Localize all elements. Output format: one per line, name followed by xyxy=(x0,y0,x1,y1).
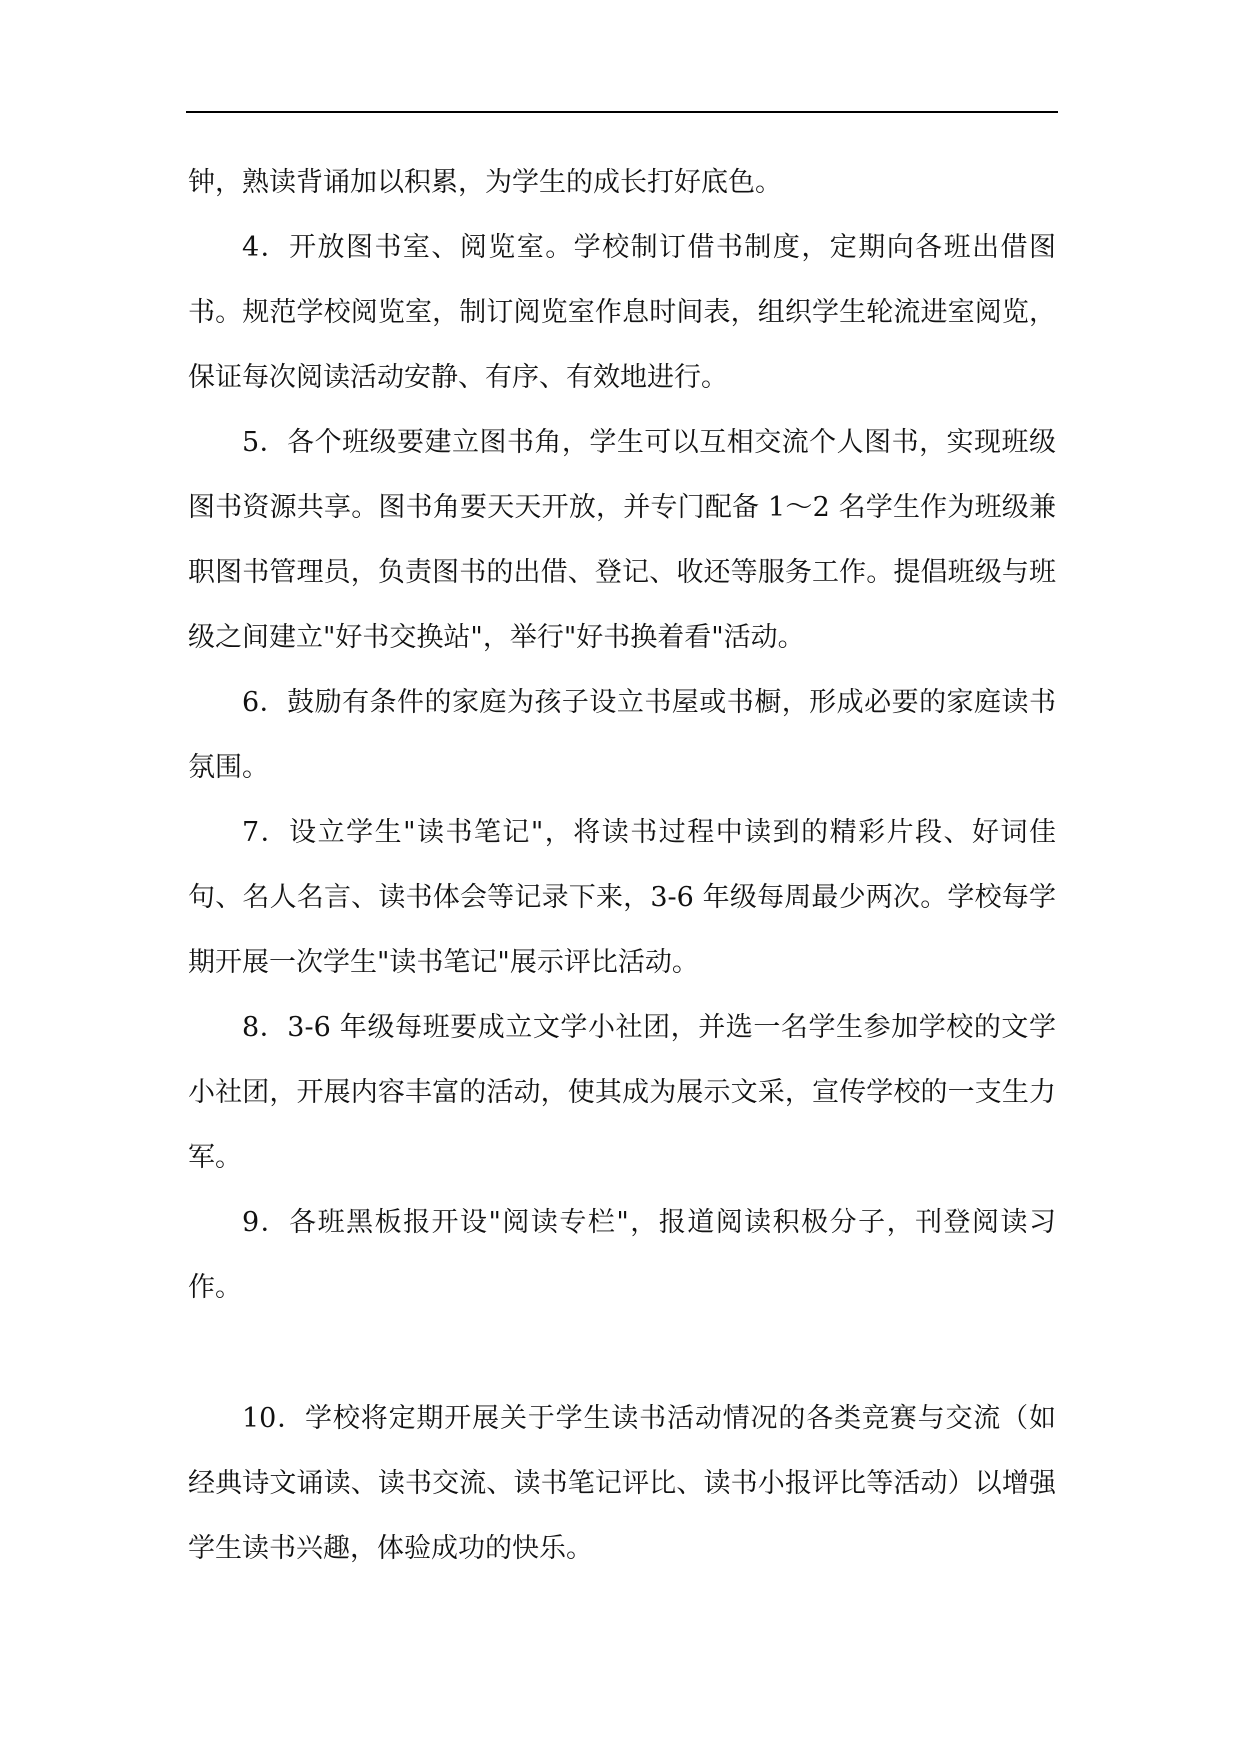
header-rule xyxy=(186,111,1058,113)
paragraph-item-10: 10．学校将定期开展关于学生读书活动情况的各类竞赛与交流（如经典诗文诵读、读书交流、读书笔记评比、读书小报评比等活动）以增强学生读书兴趣，体验成功的快乐。 xyxy=(188,1403,1056,1564)
paragraph-item-9: 9．各班黑板报开设"阅读专栏"，报道阅读积极分子，刊登阅读习作。 xyxy=(188,1207,1056,1303)
paragraph-item-6: 6．鼓励有条件的家庭为孩子设立书屋或书橱，形成必要的家庭读书氛围。 xyxy=(188,687,1056,783)
paragraph-item-5: 5．各个班级要建立图书角，学生可以互相交流个人图书，实现班级图书资源共享。图书角要天天开放，并专门配备 1～2 名学生作为班级兼职图书管理员，负责图书的出借、登记、收还等服务工作。提倡班级与班级之间建立"好书交换站"，举行"好书换着看"活动。 xyxy=(188,427,1056,653)
paragraph-item-7: 7．设立学生"读书笔记"，将读书过程中读到的精彩片段、好词佳句、名人名言、读书体会等记录下来，3-6 年级每周最少两次。学校每学期开展一次学生"读书笔记"展示评比活动。 xyxy=(188,817,1056,978)
paragraph-continuation: 钟，熟读背诵加以积累，为学生的成长打好底色。 xyxy=(188,167,782,198)
paragraph-item-4: 4．开放图书室、阅览室。学校制订借书制度，定期向各班出借图书。规范学校阅览室，制订阅览室作息时间表，组织学生轮流进室阅览，保证每次阅读活动安静、有序、有效地进行。 xyxy=(188,232,1056,393)
paragraph-item-8: 8．3-6 年级每班要成立文学小社团，并选一名学生参加学校的文学小社团，开展内容丰富的活动，使其成为展示文采，宣传学校的一支生力军。 xyxy=(188,1012,1056,1173)
document-body xyxy=(188,150,1056,1581)
